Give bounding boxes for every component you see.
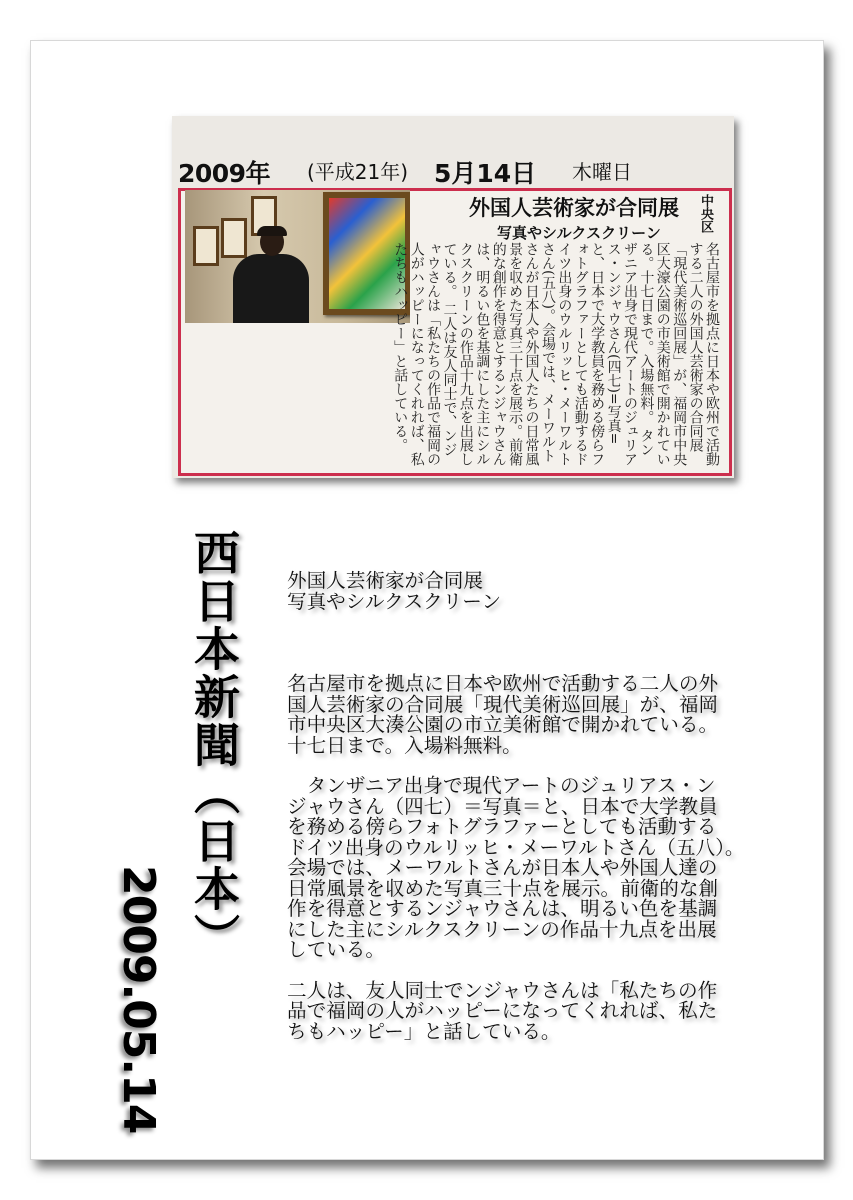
- clipping-subheadline: 写真やシルクスクリーン: [497, 224, 661, 242]
- clipping-body-text: 名古屋市を拠点に日本や欧州で活動する二人の外国人芸術家の合同展「現代美術巡回展」が、福岡市中央区大濠公園の市美術館で開かれている。十七日まで。入場無料。 タンザニア出身で現代アートのジュリアス・ンジャウさん(四七)=写真=と、日本で大学教員を務める傍らフォトグラファーとしても活動するドイツ出身のウルリッヒ・メーワルトさん(五八)。会場では、メーワルトさんが日本人や外国人たちの日常風景を収めた写真三十点を展示。前衛的な創作を得意とするンジャウさんは、明るい色を基調にした主にシルクスクリーンの作品十九点を出展している。 二人は友人同士で、ンジャウさんは「私たちの作品で福岡の人がハッピーになってくれれば、私たちもハッピー」と話している。: [392, 242, 720, 466]
- masthead-year: 2009年: [178, 159, 271, 188]
- newspaper-clipping: [172, 116, 734, 478]
- page-sheet: [30, 40, 824, 1160]
- clipping-headline-block: [469, 192, 689, 242]
- publication-date-vertical: 2009.05.14: [113, 865, 164, 1134]
- newspaper-name-vertical: 西日本新聞（日本）: [187, 529, 241, 961]
- masthead-date: 5月14日: [434, 159, 537, 188]
- masthead-weekday: 木曜日: [572, 160, 632, 184]
- clipping-ward-label: 中央区: [698, 194, 713, 233]
- masthead-era: (平成21年): [307, 160, 409, 184]
- transcription-paragraph: タンザニア出身で現代アートのジュリアス・ン ジャウさん（四七）＝写真＝と、日本で大学教員 を務める傍らフォトグラファーとしても活動する ドイツ出身のウルリッヒ・メーワルトさん（五八）。 会場では、メーワルトさんが日本人や外国人達の 日常風景を収めた写真三十点を展示。前衛的な創 作を得意とするンジャウさんは、明るい色を基調 にした主にシルクスクリーンの作品十九点を出展 している。: [287, 774, 745, 961]
- newspaper-masthead: [172, 116, 734, 186]
- clipping-headline: 外国人芸術家が合同展: [469, 195, 679, 220]
- transcription-headline: 外国人芸術家が合同展: [287, 569, 483, 592]
- transcription-paragraph: 名古屋市を拠点に日本や欧州で活動する二人の外 国人芸術家の合同展「現代美術巡回展」が、福岡 市中央区大湊公園の市立美術館で開かれている。 十七日まで。入場料無料。: [287, 672, 719, 757]
- photo-artist-cap: [257, 226, 287, 236]
- transcription-paragraph: 二人は、友人同士でンジャウさんは「私たちの作 品で福岡の人がハッピーになってくれれば、私た ちもハッピー」と話している。: [287, 978, 718, 1043]
- article-transcription: [287, 571, 807, 1042]
- transcription-subheadline: 写真やシルクスクリーン: [287, 589, 502, 613]
